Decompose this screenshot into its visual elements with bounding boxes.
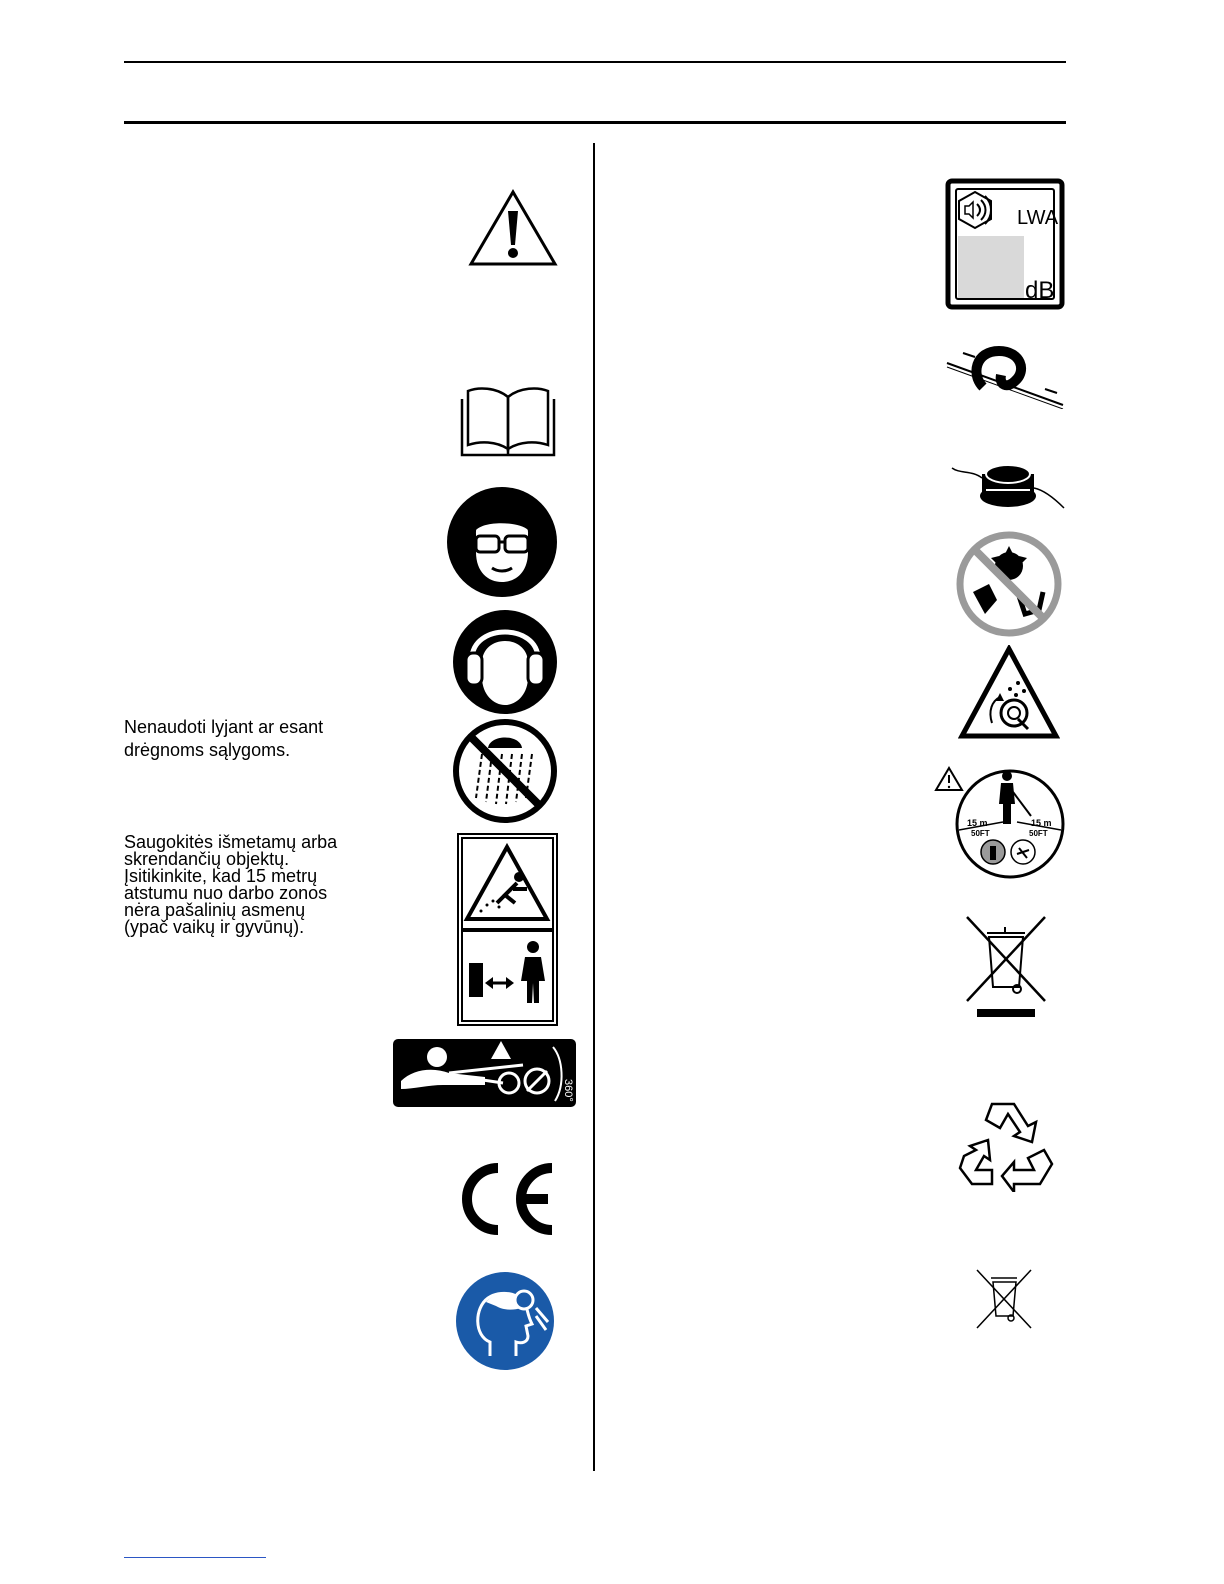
hair-protection-icon [456,1272,554,1370]
distance-label-left: 15 m [967,818,988,828]
noise-label-lwa: LWA [1017,207,1059,229]
read-manual-icon [458,385,558,458]
distance-label-left-ft: 50FT [971,829,990,838]
warning-triangle-icon [468,189,558,267]
distance-label-right: 15 m [1031,818,1052,828]
column-divider [593,143,595,1471]
small-weee-bin-icon [975,1268,1033,1330]
noise-level-icon [945,178,1065,310]
no-saw-blade-icon [955,530,1063,638]
weee-bin-icon [965,915,1047,1019]
angle-label: 360° [562,1079,574,1102]
recycle-icon [956,1098,1054,1192]
eye-face-protection-icon [446,486,558,598]
noise-label-db: dB [1025,277,1055,304]
kickback-warning-icon [958,645,1060,740]
keep-distance-icon [469,963,483,997]
safety-distance-icon [933,766,1065,880]
header-rule-top [124,61,1066,63]
ce-mark-icon [452,1160,558,1238]
trimmer-line-icon [945,345,1065,409]
ear-protection-icon [452,609,558,715]
throw-direction-icon [393,1039,576,1107]
no-rain-icon [452,718,558,824]
header-rule-bottom [124,121,1066,124]
thrown-objects-warning-text: Saugokitės išmetamų arba skrendančių objektų. Įsitikinkite, kad 15 metrų atstumu nuo darbo zonos nėra pašalinių asmenų (ypač vaikų ir gyvūnų). [124,832,338,937]
distance-label-right-ft: 50FT [1029,829,1048,838]
trimmer-head-icon [950,458,1066,510]
thrown-objects-label [457,833,558,1026]
footer-link-line [124,1557,266,1558]
rain-warning-text: Nenaudoti lyjant ar esant drėgnoms sąlygoms. [124,717,324,760]
